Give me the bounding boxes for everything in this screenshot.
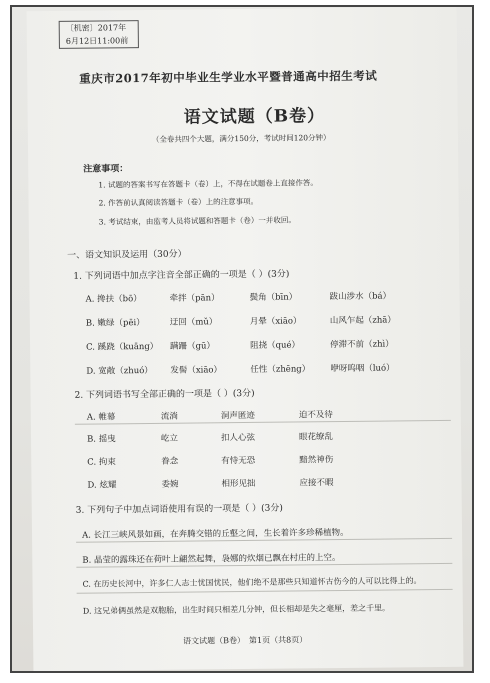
stamp-line-1: 〔机密〕2017年 [65,23,127,33]
question-3-option-c: C. 在历史长河中，许多仁人志士忧国忧民，他们绝不是那些只知道怀古伤今的人可以比得上的。 [82,576,422,589]
question-2-option-d: D. 炫耀 委婉 相形见拙 应接不暇 [87,478,334,491]
stamp-line-2: 6月12日11:00前 [65,36,129,46]
question-1-stem: 1. 下列词语中加点字注音全部正确的一项是（ ）(3分) [73,269,290,282]
notice-item: 1. 试题的答案书写在答题卡（卷）上，不得在试题卷上直接作答。 [98,178,318,190]
question-2-stem: 2. 下列词语书写全部正确的一项是（ ）(3分) [74,388,255,401]
divider [75,420,451,425]
exam-paper [27,7,464,671]
question-1-option-a: A. 搀扶（bō） 牵拌（pān） 鬓角（bīn） 跋山涉水（bá） [85,291,392,305]
paper-subtitle: （全卷共四个大题，满分150分，考试时间120分钟） [151,133,331,144]
scan-frame [10,5,474,673]
question-1-option-b: B. 嫩绿（pēi） 迂回（mǔ） 月晕（xiāo） 山风乍起（zhā） [85,315,396,329]
page-footer: 语文试题（B卷） 第1页（共8页） [183,635,308,646]
question-2-option-a: A. 帷幕 流淌 洞声匿迹 迫不及待 [86,410,333,423]
notice-heading: 注意事项： [83,164,129,175]
question-2-option-b: B. 摇曳 屹立 扣人心弦 眼花缭乱 [86,432,334,445]
question-3-option-d: D. 这兄弟俩虽然是双胞胎，出生时间只相差几分钟，但长相却是失之毫厘，差之千里。 [82,603,391,616]
exam-name: 重庆市2017年初中毕业生学业水平暨普通高中招生考试 [79,68,378,86]
confidential-stamp [59,20,139,49]
notice-item: 3. 考试结束，由监考人员将试题和答题卡（卷）一并收回。 [98,215,296,227]
question-3-stem: 3. 下列句子中加点词语使用有误的一项是（ ）(3分) [75,503,283,516]
question-1-option-d: D. 宽敞（zhuó） 发髻（xiāo） 任性（zhēng） 咿呀呜咽（luó） [86,363,395,377]
paper-title: 语文试题（B卷） [183,106,326,128]
question-3-option-a: A. 长江三峡风景如画，在奔腾交错的丘壑之间，生长着许多珍稀植物。 [81,527,349,541]
notice-item: 2. 作答前认真阅读答题卡（卷）上的注意事项。 [98,196,259,208]
question-3-option-b: B. 晶莹的露珠还在荷叶上翩然起舞，袅娜的炊烟已飘在村庄的上空。 [82,553,341,566]
section-heading: 一、语文知识及运用（30分） [67,249,187,261]
question-2-option-c: C. 拘束 眷念 有恃无恐 黯然神伤 [87,455,334,468]
divider [77,589,453,594]
question-1-option-c: C. 蹊跷（kuāng） 蹒跚（gū） 阻挠（qué） 停滞不前（zhì） [86,339,394,353]
